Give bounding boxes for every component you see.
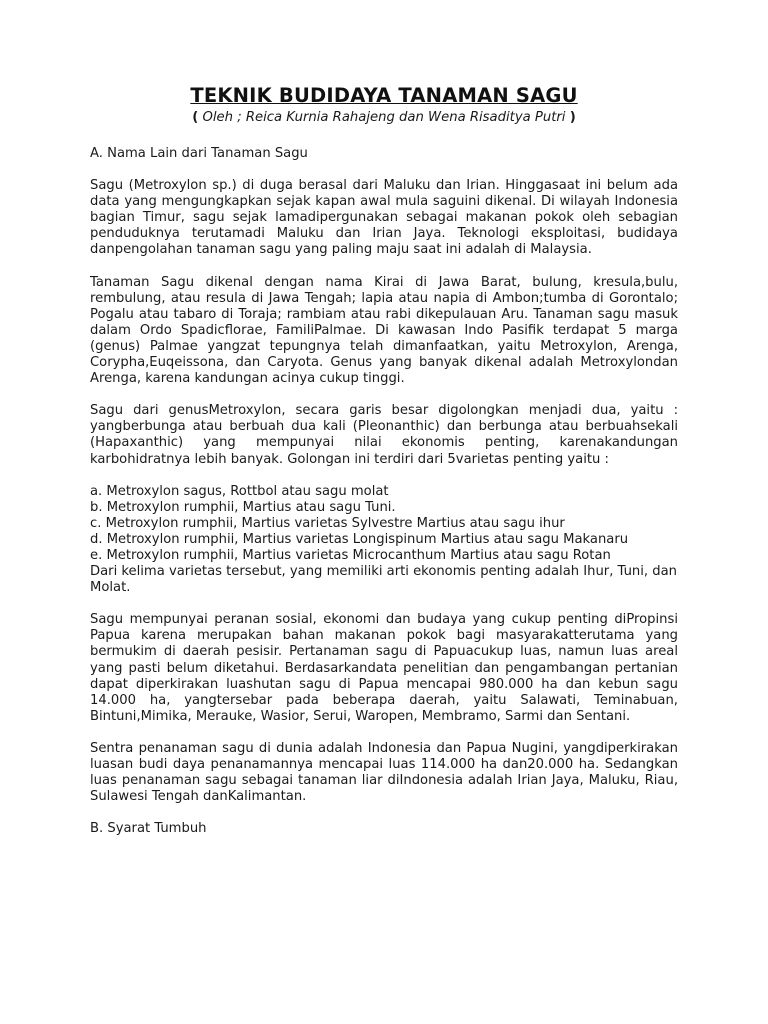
varieties-closing: Dari kelima varietas tersebut, yang memiliki arti ekonomis penting adalah Ihur, Tuni, dan Molat. bbox=[90, 564, 677, 596]
list-item: e. Metroxylon rumphii, Martius varietas Microcanthum Martius atau sagu Rotan bbox=[90, 547, 611, 563]
byline-close-paren: ) bbox=[569, 110, 576, 125]
varieties-list bbox=[90, 484, 678, 564]
paragraph-genus: Sagu dari genusMetroxylon, secara garis besar digolongkan menjadi dua, yaitu : yangberbunga atau berbuah dua kali (Pleonanthic) dan berbunga atau berbuahsekali (Hapaxanthic) yang mempunyai nilai ekonomis penting, karenakandungan karbohidratnya lebih banyak. Golongan ini terdiri dari 5varietas penting yaitu : bbox=[90, 403, 678, 467]
author-byline bbox=[0, 110, 768, 125]
document-title: TEKNIK BUDIDAYA TANAMAN SAGU bbox=[190, 84, 578, 107]
byline-authors: Oleh ; Reica Kurnia Rahajeng dan Wena Risaditya Putri bbox=[202, 110, 566, 125]
paragraph-origin: Sagu (Metroxylon sp.) di duga berasal dari Maluku dan Irian. Hinggasaat ini belum ada data yang mengungkapkan sejak kapan awal mula saguini dikenal. Di wilayah Indonesia bagian Timur, sagu sejak lamadipergunakan sebagai makanan pokok oleh sebagian penduduknya terutamadi Maluku dan Irian Jaya. Teknologi eksploitasi, budidaya danpengolahan tanaman sagu yang paling maju saat ini adalah di Malaysia. bbox=[90, 178, 678, 258]
list-item: d. Metroxylon rumphii, Martius varietas Longispinum Martius atau sagu Makanaru bbox=[90, 531, 629, 547]
paragraph-papua: Sagu mempunyai peranan sosial, ekonomi dan budaya yang cukup penting diPropinsi Papua karena merupakan bahan makanan pokok bagi masyarakatterutama yang bermukim di daerah pesisir. Pertanaman sagu di Papuacukup luas, namun luas areal yang pasti belum diketahui. Berdasarkandata penelitian dan pengambangan pertanian dapat diperkirakan luashutan sagu di Papua mencapai 980.000 ha dan kebun sagu 14.000 ha, yangtersebar pada beberapa daerah, yaitu Salawati, Teminabuan, Bintuni,Mimika, Merauke, Wasior, Serui, Waropen, Membramo, Sarmi dan Sentani. bbox=[90, 612, 678, 724]
list-item: b. Metroxylon rumphii, Martius atau sagu Tuni. bbox=[90, 499, 396, 515]
list-item: a. Metroxylon sagus, Rottbol atau sagu molat bbox=[90, 483, 389, 499]
paragraph-sentra: Sentra penanaman sagu di dunia adalah Indonesia dan Papua Nugini, yangdiperkirakan luasan budi daya penanamannya mencapai luas 114.000 ha dan20.000 ha. Sedangkan luas penanaman sagu sebagai tanaman liar diIndonesia adalah Irian Jaya, Maluku, Riau, Sulawesi Tengah danKalimantan. bbox=[90, 740, 678, 805]
document-body bbox=[90, 146, 678, 853]
paragraph-names: Tanaman Sagu dikenal dengan nama Kirai di Jawa Barat, bulung, kresula,bulu, rembulung, atau resula di Jawa Tengah; lapia atau napia di Ambon;tumba di Gorontalo; Pogalu atau tabaro di Toraja; rambiam atau rabi dikepulauan Aru. Tanaman sagu masuk dalam Ordo Spadicflorae, FamiliPalmae. Di kawasan Indo Pasifik terdapat 5 marga (genus) Palmae yangzat tepungnya telah dimanfaatkan, yaitu Metroxylon, Arenga, Corypha,Euqeissona, dan Caryota. Genus yang banyak dikenal adalah Metroxylondan Arenga, karena kandungan acinya cukup tinggi. bbox=[90, 274, 678, 387]
list-item: c. Metroxylon rumphii, Martius varietas Sylvestre Martius atau sagu ihur bbox=[90, 515, 565, 531]
section-b-heading: B. Syarat Tumbuh bbox=[90, 821, 207, 837]
section-a-heading: A. Nama Lain dari Tanaman Sagu bbox=[90, 146, 308, 161]
byline-open-paren: ( bbox=[192, 110, 199, 125]
